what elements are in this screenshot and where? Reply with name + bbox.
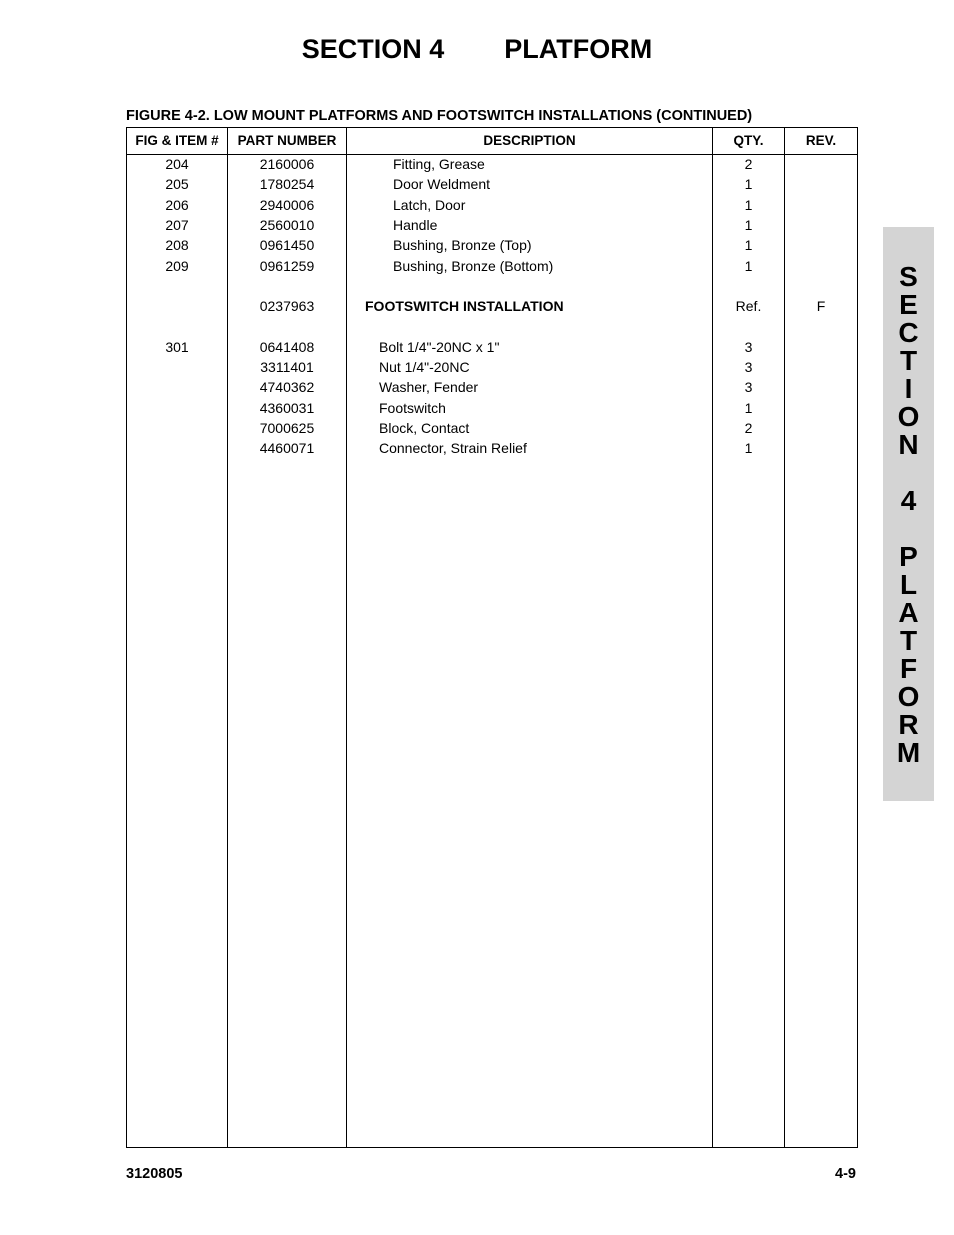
header-description: DESCRIPTION — [483, 133, 576, 148]
side-tab-letter: T — [899, 625, 918, 656]
quantity: 1 — [744, 257, 753, 274]
revision — [785, 337, 857, 357]
table-row — [127, 398, 857, 418]
item-number — [127, 418, 227, 438]
item-number — [127, 316, 227, 336]
description: Footswitch — [379, 399, 446, 416]
quantity: 1 — [744, 176, 753, 193]
quantity: Ref. — [735, 298, 762, 315]
quantity: 3 — [744, 338, 753, 355]
item-number: 205 — [165, 176, 189, 193]
side-tab-letter: R — [898, 709, 919, 740]
item-number — [127, 438, 227, 458]
part-number: 7000625 — [259, 419, 315, 436]
part-number — [228, 276, 346, 296]
description: Connector, Strain Relief — [379, 440, 527, 457]
revision — [785, 438, 857, 458]
part-number: 4460071 — [259, 440, 315, 457]
part-number: 4360031 — [259, 399, 315, 416]
item-number: 204 — [165, 156, 189, 172]
quantity: 1 — [744, 399, 753, 416]
side-tab-letter: 4 — [900, 485, 917, 516]
quantity: 1 — [744, 196, 753, 213]
item-number: 208 — [165, 237, 189, 254]
description: Bushing, Bronze (Top) — [393, 237, 532, 254]
description: Handle — [393, 216, 438, 233]
header-rev: REV. — [805, 133, 837, 148]
revision — [785, 235, 857, 255]
quantity: 3 — [744, 359, 753, 375]
part-number: 0237963 — [259, 298, 315, 315]
quantity: 2 — [744, 156, 753, 172]
description — [347, 316, 712, 336]
side-tab-letter: O — [897, 401, 920, 432]
side-tab-letter: L — [899, 569, 918, 600]
header-part-number: PART NUMBER — [237, 133, 337, 148]
part-number — [228, 316, 346, 336]
revision — [785, 256, 857, 276]
table-row — [127, 276, 857, 296]
revision: F — [816, 298, 826, 315]
side-tab-letter: P — [899, 541, 918, 572]
table-row — [127, 377, 857, 397]
table-row — [127, 316, 857, 336]
part-number: 3311401 — [260, 359, 314, 375]
revision — [785, 195, 857, 215]
revision — [785, 377, 857, 397]
quantity: 1 — [744, 237, 753, 254]
table-row — [127, 357, 857, 377]
item-number: 301 — [165, 338, 189, 355]
header-qty: QTY. — [733, 133, 764, 148]
side-tab-letter: T — [899, 345, 918, 376]
quantity — [713, 316, 784, 336]
item-number — [127, 276, 227, 296]
item-number: 209 — [165, 257, 189, 274]
side-tab-letter: O — [897, 681, 920, 712]
page-number: 4-9 — [835, 1166, 856, 1182]
revision — [785, 215, 857, 235]
item-number: 207 — [165, 216, 189, 233]
part-number: 0961450 — [259, 237, 315, 254]
part-number: 2560010 — [259, 216, 315, 233]
description: Latch, Door — [393, 196, 466, 213]
table-row — [127, 195, 857, 215]
table-row — [127, 235, 857, 255]
side-tab-letter: A — [898, 597, 919, 628]
quantity: 2 — [744, 419, 753, 436]
quantity: 1 — [744, 440, 753, 457]
side-tab-letter: S — [899, 261, 918, 292]
part-number: 2940006 — [259, 196, 315, 213]
side-tab-letter: E — [899, 289, 918, 320]
item-number — [127, 357, 227, 377]
side-tab-letter: I — [904, 373, 913, 404]
side-tab-letter: M — [896, 737, 921, 768]
revision — [785, 398, 857, 418]
revision — [785, 316, 857, 336]
document-number: 3120805 — [126, 1166, 183, 1182]
figure-title: FIGURE 4-2. LOW MOUNT PLATFORMS AND FOOTSWITCH INSTALLATIONS (CONTINUED) — [126, 108, 753, 124]
description: Bolt 1/4"-20NC x 1" — [379, 338, 500, 355]
item-number: 206 — [165, 196, 189, 213]
description: FOOTSWITCH INSTALLATION — [365, 298, 564, 315]
description: Door Weldment — [393, 176, 491, 193]
part-number: 0641408 — [259, 338, 315, 355]
table-row — [127, 296, 857, 316]
description: Bushing, Bronze (Bottom) — [393, 257, 554, 274]
part-number: 1780254 — [259, 176, 315, 193]
description: Fitting, Grease — [393, 156, 485, 172]
table-row — [127, 256, 857, 276]
section-side-tab — [883, 227, 934, 801]
side-tab-letter: N — [898, 429, 919, 460]
section-title: PLATFORM — [504, 34, 653, 64]
revision — [785, 174, 857, 194]
section-header — [0, 34, 954, 65]
revision — [785, 276, 857, 296]
description: Block, Contact — [379, 419, 470, 436]
item-number — [127, 296, 227, 316]
table-row — [127, 438, 857, 458]
description — [347, 276, 712, 296]
item-number — [127, 377, 227, 397]
description: Washer, Fender — [379, 379, 479, 396]
quantity: 1 — [744, 216, 753, 233]
table-row — [127, 337, 857, 357]
description: Nut 1/4"-20NC — [379, 359, 470, 375]
quantity — [713, 276, 784, 296]
quantity: 3 — [744, 379, 753, 396]
revision — [785, 154, 857, 174]
revision — [785, 418, 857, 438]
revision — [785, 357, 857, 377]
side-tab-letter: C — [898, 317, 919, 348]
table-row — [127, 154, 857, 174]
table-row — [127, 174, 857, 194]
part-number: 4740362 — [259, 379, 315, 396]
table-row — [127, 418, 857, 438]
item-number — [127, 398, 227, 418]
table-row — [127, 215, 857, 235]
section-number: SECTION 4 — [301, 34, 445, 64]
side-tab-letter: F — [899, 653, 918, 684]
header-fig-item: FIG & ITEM # — [135, 133, 219, 148]
part-number: 0961259 — [259, 257, 315, 274]
part-number: 2160006 — [259, 156, 315, 172]
parts-table — [126, 127, 858, 1148]
